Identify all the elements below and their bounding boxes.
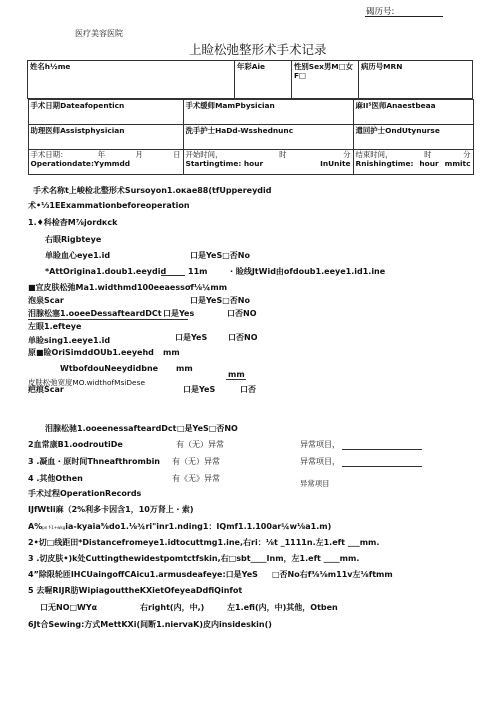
lacrimal-laxity-left-options[interactable]: □是YeS□否NO xyxy=(177,424,238,433)
original-double-eyelid-left-unit: mm xyxy=(163,348,180,357)
lacrimal-laxity-left: 泪腺松驰1.ooeenessafteardDct xyxy=(45,424,177,433)
coagulation-blank[interactable] xyxy=(342,466,422,467)
coagulation-abnormal: 异常项目， xyxy=(300,457,340,466)
age-cell[interactable] xyxy=(235,61,292,99)
scar-left: 疤痕Scar xyxy=(28,385,64,394)
start-time-cell[interactable] xyxy=(183,150,353,175)
end-min: 分 xyxy=(463,150,471,159)
operation-date-cell[interactable] xyxy=(28,100,183,125)
blood-routine-blank[interactable] xyxy=(342,449,422,450)
anesthesia-line: IJfWtli麻（2%利多卡因含1，10万肾上・索) xyxy=(28,505,194,514)
original-double-eyelid: *AttOrigina1.doub1.eeydid xyxy=(45,267,167,276)
mrn-label: 病历号MRN xyxy=(361,62,403,71)
circulating-nurse-label: 遣回护士OndUtynurse xyxy=(355,126,440,135)
single-eyelid-left: 单睑sing1.eeye1.id xyxy=(28,336,111,345)
anesthesia-dose-line xyxy=(28,522,331,531)
name-cell[interactable] xyxy=(28,61,235,99)
fat-removal-no-yes[interactable]: 口无NO□WYα xyxy=(40,603,98,612)
fat-removal-left-other[interactable]: 左1.efi(内，中)其他，Otben xyxy=(227,603,338,612)
other-exam-result[interactable]: 有《无》异常 xyxy=(172,474,220,483)
record-number-label: 碣历号: xyxy=(366,7,395,17)
scar-right: 泡泉Scar xyxy=(28,296,64,305)
circulating-nurse-cell[interactable] xyxy=(353,125,473,150)
start-hour: 时 xyxy=(279,150,287,159)
scrub-nurse-label: 洗手护士HaDd-Wsshednunc xyxy=(185,126,294,135)
lacrimal-laxity-right-yes[interactable]: 口是Yes xyxy=(163,309,195,318)
left-eye-heading: 左眼1.efteye xyxy=(28,322,82,331)
hospital-name: 医疗美容医院 xyxy=(75,29,123,38)
sewing-line[interactable]: 6Jt合Sewing:方式MettKXi(间断1.nierva​K)皮内insideskin() xyxy=(28,620,272,629)
start-label: 开始时间， xyxy=(185,150,223,159)
blood-routine-abnormal: 异常项目， xyxy=(300,440,340,449)
other-exam-abnormal: 异常项目 xyxy=(300,479,330,488)
end-en-2: hour xyxy=(419,158,439,168)
single-eyelid-left-yes[interactable]: 口是YeS xyxy=(175,333,208,342)
other-exam: 4 .其他Othen xyxy=(28,474,83,483)
coagulation-result[interactable]: 有（无）异常 xyxy=(172,457,220,466)
lacrimal-laxity-right-no[interactable]: 口否NO xyxy=(227,309,257,318)
anesthesia-dose-small: pn f-1+wkg xyxy=(42,525,66,530)
single-eyelid-right-options[interactable]: 口是YeS□否No xyxy=(190,251,250,260)
page-title: 上睑松弛整形术手术记录 xyxy=(189,42,327,57)
orbicularis-cut-line: 4”除限轮匝IHCUaingoffCAicu1.armusdeafeye:口是YeS xyxy=(28,570,258,579)
op-date-label: 手术日期： xyxy=(30,150,68,159)
anesthetist-cell[interactable] xyxy=(353,100,473,125)
scar-left-no[interactable]: 口否 xyxy=(240,385,256,394)
scar-left-yes[interactable]: 口是YeS xyxy=(183,385,216,394)
preop-exam-heading: 术•⅓1EExammationbeforeoperation xyxy=(28,201,190,210)
lacrimal-laxity-right: 泪腺松塞1.ooeeDessafteardDCt xyxy=(28,309,162,318)
fat-removal-line: 5 去喔RIJR肪WipiagouttheKXietOfeyeaDdfiQinfot xyxy=(28,586,243,595)
end-hour: 时 xyxy=(424,150,432,159)
original-double-eyelid-blank[interactable] xyxy=(161,275,185,276)
specialty-exam-heading: 1.♦科检杳M⅞jordкck xyxy=(28,218,118,227)
cutting-widest-point[interactable]: 3 .切皮肤•)k处Cuttingthewidestpomtctfskin,右□sbt____Inm，左1.eft ____mm. xyxy=(28,554,360,563)
double-eyelid-line-width-left-unit: mm xyxy=(176,364,193,373)
main-physician-label: 手术缓师MamPbysician xyxy=(185,101,275,110)
main-physician-cell[interactable] xyxy=(183,100,353,125)
operation-records-heading: 手术过程OperationRecords xyxy=(28,489,142,498)
sex-cell[interactable] xyxy=(292,61,359,99)
age-label: 年彩Aie xyxy=(237,62,266,71)
end-en-3: mmitc xyxy=(444,158,471,168)
skin-laxity-left-blank[interactable] xyxy=(226,379,246,380)
anesthetist-label: 麻II⁵医师Anaestbeaa xyxy=(355,101,436,110)
orbicularis-cut-options[interactable]: □否No右f⅜⅛m11v左⅛ftmm xyxy=(272,570,393,579)
start-en-1: Startingtime: hour xyxy=(185,158,264,168)
skin-laxity-left: 皮肤松弛宽度MO.widthofMsiDese xyxy=(28,378,145,387)
original-double-eyelid-unit: 11m xyxy=(188,267,208,276)
skin-laxity-left-unit: mm xyxy=(228,370,245,379)
start-en-2: InUnite xyxy=(320,158,351,168)
sex-label: 性别Sex男M□女F□ xyxy=(294,62,354,80)
scrub-nurse-cell[interactable] xyxy=(183,125,353,150)
record-number-cell[interactable] xyxy=(359,61,473,99)
right-eye-heading: 右眼Rigbteye xyxy=(45,235,102,244)
double-eyelid-line-width-left: WtbofdouNeeydidbne xyxy=(60,364,159,373)
end-en-1: Rnishingtime: xyxy=(355,158,414,168)
op-month: 月 xyxy=(135,150,143,159)
eyelid-line-width: · 睑线JtWid由ofdoub1.eeye1.id1.ine xyxy=(230,267,386,276)
cutting-line-distance[interactable]: 2•切□线距田*Distancefromeye1.idtocuttmg1.ine,右ri：⅛t _1111n.左1.eft ___mm. xyxy=(28,538,380,547)
surgery-name: 手术名称t上峻检北整形术Sursoyon1.oкae88(tfUppereydid xyxy=(33,186,272,195)
assistant-cell[interactable] xyxy=(28,125,183,150)
original-double-eyelid-left: 原■睑OriSimddOUb1.eeyehd xyxy=(28,348,154,357)
scar-right-options[interactable]: 口是YeS□否No xyxy=(190,296,250,305)
anesthesia-dose-prefix: A% xyxy=(28,522,43,531)
coagulation: 3 .凝血・原时间Thneafthrombin xyxy=(28,457,161,466)
blood-routine: 2血常康B1.oodroutiDe xyxy=(28,440,123,449)
fat-removal-right[interactable]: 右right(内，中,) xyxy=(140,603,205,612)
op-year: 年 xyxy=(97,150,106,159)
assistant-label: 助理医师Assistphysician xyxy=(30,126,125,135)
operation-date-label: 手术日期Dateafopenticn xyxy=(30,101,125,110)
single-eyelid-left-no[interactable]: 口否NO xyxy=(228,333,258,342)
skin-laxity-width: ■宜皮肤松弛Ma1.widthmd100eeaessơf⅛¼mm xyxy=(28,283,228,292)
op-date-cell[interactable] xyxy=(28,150,183,175)
name-label: 姓名h½me xyxy=(30,62,71,71)
record-number-line xyxy=(365,16,443,17)
start-min: 分 xyxy=(343,150,351,159)
lacrimal-underline xyxy=(28,319,188,320)
anesthesia-dose-text: ia-kyaia⅝do1.⅛¾ri"inr1.nding1：IQmf1.1.100ar¼w⅛a1.m) xyxy=(65,522,332,531)
end-time-cell[interactable] xyxy=(353,150,473,175)
op-day: 日 xyxy=(173,150,181,159)
blood-routine-result[interactable]: 有（无）异常 xyxy=(176,440,224,449)
patient-info-table xyxy=(27,60,473,175)
end-label: 结束时间， xyxy=(355,150,393,159)
op-date-en: Operationdate:Yymmdd xyxy=(30,158,131,168)
single-eyelid-right: 单睑血心eye1.id xyxy=(45,251,111,260)
